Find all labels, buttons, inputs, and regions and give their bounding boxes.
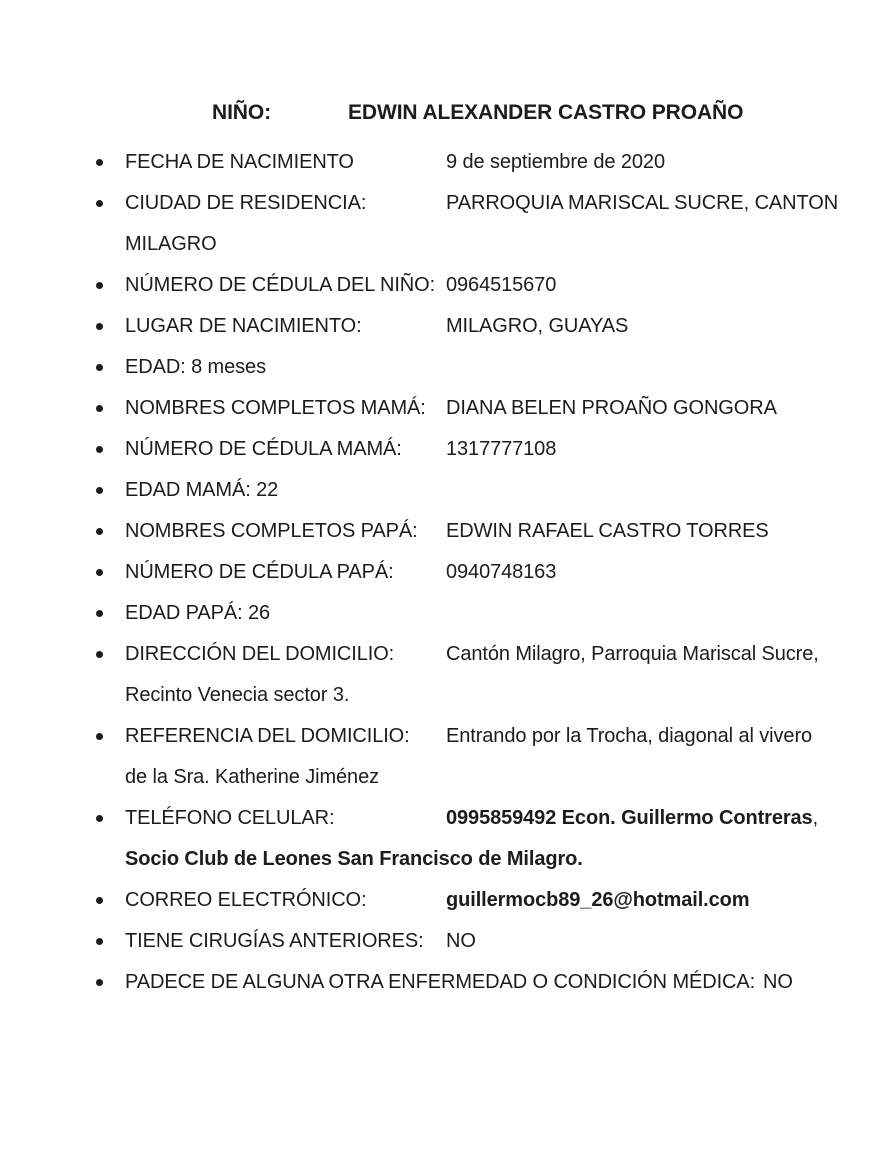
bullet-icon <box>96 159 103 166</box>
field-continuation-text: Recinto Venecia sector 3. <box>125 684 350 706</box>
bullet-icon <box>96 610 103 617</box>
list-item <box>0 347 874 388</box>
list-item <box>0 183 874 224</box>
bullet-icon <box>96 282 103 289</box>
field-continuation-text: MILAGRO <box>125 233 217 255</box>
field-value <box>446 880 749 921</box>
bullet-icon <box>96 323 103 330</box>
field-label: REFERENCIA DEL DOMICILIO: <box>125 725 410 747</box>
field-value-text: Cantón Milagro, Parroquia Mariscal Sucre, <box>446 643 819 665</box>
field-value <box>446 388 777 429</box>
field-value-text: 0940748163 <box>446 561 557 583</box>
list-item-continuation <box>0 757 874 798</box>
field-value-text: EDWIN RAFAEL CASTRO TORRES <box>446 520 769 542</box>
field-label: PADECE DE ALGUNA OTRA ENFERMEDAD O CONDICIÓN MÉDICA: <box>125 971 756 993</box>
field-value-text: DIANA BELEN PROAÑO GONGORA <box>446 397 777 419</box>
bullet-icon <box>96 446 103 453</box>
title-label: NIÑO: <box>212 101 271 124</box>
field-value-text: NO <box>446 930 476 952</box>
field-value <box>446 716 812 757</box>
bullet-icon <box>96 979 103 986</box>
field-value <box>446 306 628 347</box>
bullet-icon <box>96 405 103 412</box>
field-value-text: 0964515670 <box>446 274 557 296</box>
bullet-icon <box>96 487 103 494</box>
field-label: CORREO ELECTRÓNICO: <box>125 889 367 911</box>
bullet-icon <box>96 897 103 904</box>
field-value-text: 1317777108 <box>446 438 557 460</box>
field-value <box>446 183 838 224</box>
field-label: DIRECCIÓN DEL DOMICILIO: <box>125 643 395 665</box>
field-value-text: MILAGRO, GUAYAS <box>446 315 629 337</box>
list-item <box>0 388 874 429</box>
field-value <box>446 552 556 593</box>
field-label: NÚMERO DE CÉDULA PAPÁ: <box>125 561 394 583</box>
field-label: NOMBRES COMPLETOS MAMÁ: <box>125 397 426 419</box>
field-value <box>763 962 793 1003</box>
field-label: NÚMERO DE CÉDULA MAMÁ: <box>125 438 402 460</box>
field-continuation-text: de la Sra. Katherine Jiménez <box>125 766 380 788</box>
field-label: CIUDAD DE RESIDENCIA: <box>125 192 367 214</box>
field-value-suffix: , <box>812 807 819 829</box>
bullet-icon <box>96 200 103 207</box>
field-value-text: PARROQUIA MARISCAL SUCRE, CANTON <box>446 192 839 214</box>
field-list <box>0 142 874 1003</box>
field-label: EDAD: 8 meses <box>125 356 266 378</box>
bullet-icon <box>96 815 103 822</box>
list-item <box>0 142 874 183</box>
bullet-icon <box>96 364 103 371</box>
list-item <box>0 716 874 757</box>
bullet-icon <box>96 938 103 945</box>
field-value-text: NO <box>763 971 793 993</box>
list-item <box>0 552 874 593</box>
list-item-continuation <box>0 839 874 880</box>
field-value-text: 0995859492 Econ. Guillermo Contreras <box>446 807 813 829</box>
field-value <box>446 265 556 306</box>
list-item-continuation <box>0 675 874 716</box>
list-item <box>0 880 874 921</box>
bullet-icon <box>96 569 103 576</box>
list-item <box>0 265 874 306</box>
field-value <box>446 921 476 962</box>
field-label: NÚMERO DE CÉDULA DEL NIÑO: <box>125 274 436 296</box>
list-item <box>0 921 874 962</box>
title-name: EDWIN ALEXANDER CASTRO PROAÑO <box>348 101 744 124</box>
list-item <box>0 511 874 552</box>
field-label: LUGAR DE NACIMIENTO: <box>125 315 362 337</box>
field-value-text: guillermocb89_26@hotmail.com <box>446 889 750 911</box>
bullet-icon <box>96 528 103 535</box>
field-label: TIENE CIRUGÍAS ANTERIORES: <box>125 930 424 952</box>
field-label: EDAD PAPÁ: 26 <box>125 602 271 624</box>
field-value <box>446 798 818 839</box>
field-value <box>446 142 665 183</box>
field-value <box>446 429 556 470</box>
field-value <box>446 634 819 675</box>
list-item <box>0 470 874 511</box>
field-label: EDAD MAMÁ: 22 <box>125 479 279 501</box>
bullet-icon <box>96 651 103 658</box>
page-title <box>212 99 743 127</box>
list-item <box>0 962 874 1003</box>
list-item-continuation <box>0 224 874 265</box>
list-item <box>0 429 874 470</box>
field-continuation-text: Socio Club de Leones San Francisco de Milagro. <box>125 848 583 870</box>
bullet-icon <box>96 733 103 740</box>
field-label: FECHA DE NACIMIENTO <box>125 151 354 173</box>
list-item <box>0 798 874 839</box>
field-value-text: 9 de septiembre de 2020 <box>446 151 665 173</box>
list-item <box>0 593 874 634</box>
list-item <box>0 634 874 675</box>
list-item <box>0 306 874 347</box>
field-value-text: Entrando por la Trocha, diagonal al vivero <box>446 725 813 747</box>
field-label: NOMBRES COMPLETOS PAPÁ: <box>125 520 418 542</box>
field-label: TELÉFONO CELULAR: <box>125 807 335 829</box>
field-value <box>446 511 769 552</box>
